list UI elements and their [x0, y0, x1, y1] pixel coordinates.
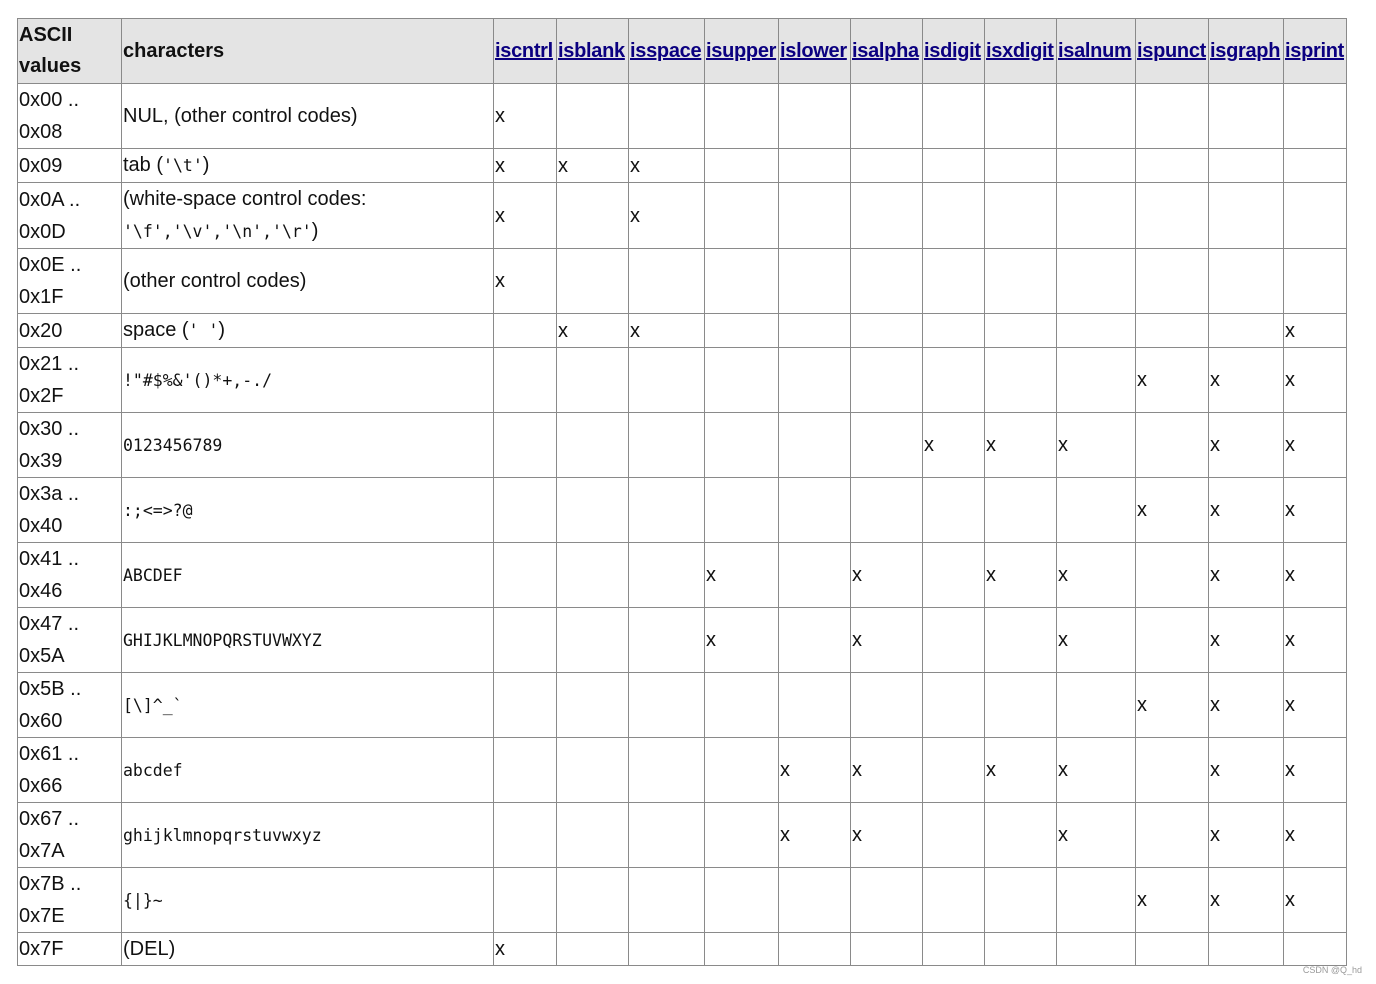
header-isprint	[1284, 19, 1347, 84]
mark-cell-islower	[779, 314, 851, 348]
mark-cell-isupper	[705, 348, 779, 413]
mark-cell-isalpha: x	[851, 738, 923, 803]
mark-cell-isupper	[705, 868, 779, 933]
watermark: CSDN @Q_hd	[1302, 965, 1362, 975]
mark-cell-isupper	[705, 803, 779, 868]
mark-cell-isgraph: x	[1209, 803, 1284, 868]
characters-text: GHIJKLMNOPQRSTUVWXYZ	[123, 630, 322, 650]
mark-cell-isgraph: x	[1209, 738, 1284, 803]
mark-cell-iscntrl	[494, 413, 557, 478]
mark-cell-iscntrl	[494, 803, 557, 868]
mark-cell-isxdigit	[985, 149, 1057, 183]
mark-cell-isxdigit	[985, 803, 1057, 868]
mark-cell-iscntrl	[494, 478, 557, 543]
mark-cell-isgraph	[1209, 314, 1284, 348]
mark-cell-isgraph: x	[1209, 673, 1284, 738]
mark-cell-isprint	[1284, 84, 1347, 149]
header-row	[18, 19, 1347, 84]
mark-cell-isprint	[1284, 249, 1347, 314]
mark-cell-isalpha	[851, 314, 923, 348]
mark-cell-isspace	[629, 478, 705, 543]
mark-cell-isalnum: x	[1057, 738, 1136, 803]
mark-cell-isblank: x	[557, 314, 629, 348]
mark-cell-isxdigit	[985, 314, 1057, 348]
mark-cell-isprint: x	[1284, 608, 1347, 673]
mark-cell-isdigit	[923, 738, 985, 803]
link-islower[interactable]: islower	[780, 39, 847, 62]
mark-cell-isblank	[557, 608, 629, 673]
mark-cell-isspace	[629, 738, 705, 803]
mark-cell-isprint: x	[1284, 543, 1347, 608]
mark-cell-isdigit	[923, 803, 985, 868]
header-isalnum	[1057, 19, 1136, 84]
characters-cell	[122, 249, 494, 314]
ascii-value-cell: 0x7F	[18, 933, 122, 966]
table-row	[18, 413, 1347, 478]
mark-cell-isalnum	[1057, 868, 1136, 933]
mark-cell-isalpha: x	[851, 543, 923, 608]
mark-cell-isupper	[705, 84, 779, 149]
mark-cell-isalnum	[1057, 149, 1136, 183]
mark-cell-isspace	[629, 673, 705, 738]
mark-cell-isblank	[557, 673, 629, 738]
mark-cell-islower	[779, 868, 851, 933]
characters-cell	[122, 738, 494, 803]
mark-cell-iscntrl: x	[494, 183, 557, 249]
mark-cell-islower	[779, 84, 851, 149]
ascii-value-cell: 0x61 .. 0x66	[18, 738, 122, 803]
characters-text: ' '	[188, 321, 219, 340]
mark-cell-isxdigit	[985, 478, 1057, 543]
mark-cell-isalnum	[1057, 84, 1136, 149]
mark-cell-isalpha	[851, 673, 923, 738]
table-row	[18, 183, 1347, 249]
mark-cell-isspace	[629, 608, 705, 673]
mark-cell-isprint: x	[1284, 738, 1347, 803]
ascii-value-cell: 0x3a .. 0x40	[18, 478, 122, 543]
mark-cell-ispunct	[1136, 543, 1209, 608]
mark-cell-isalnum: x	[1057, 803, 1136, 868]
characters-cell	[122, 348, 494, 413]
mark-cell-isblank	[557, 249, 629, 314]
mark-cell-isblank	[557, 738, 629, 803]
characters-cell	[122, 608, 494, 673]
ascii-value-cell: 0x30 .. 0x39	[18, 413, 122, 478]
characters-cell	[122, 868, 494, 933]
mark-cell-islower	[779, 348, 851, 413]
mark-cell-ispunct	[1136, 84, 1209, 149]
characters-text: '\t'	[163, 156, 203, 175]
mark-cell-iscntrl	[494, 868, 557, 933]
header-isgraph	[1209, 19, 1284, 84]
link-iscntrl[interactable]: iscntrl	[495, 39, 553, 62]
characters-cell	[122, 803, 494, 868]
mark-cell-islower	[779, 149, 851, 183]
header-isupper	[705, 19, 779, 84]
mark-cell-isalnum	[1057, 183, 1136, 249]
mark-cell-isalpha	[851, 348, 923, 413]
mark-cell-isprint: x	[1284, 478, 1347, 543]
characters-text: NUL, (other control codes)	[123, 105, 358, 127]
mark-cell-isxdigit: x	[985, 543, 1057, 608]
link-isgraph[interactable]: isgraph	[1210, 39, 1281, 62]
mark-cell-isgraph: x	[1209, 348, 1284, 413]
mark-cell-isupper	[705, 149, 779, 183]
mark-cell-isblank	[557, 803, 629, 868]
link-isdigit[interactable]: isdigit	[924, 39, 981, 62]
mark-cell-isalpha	[851, 249, 923, 314]
table-row	[18, 738, 1347, 803]
characters-text: (other control codes)	[123, 270, 307, 292]
mark-cell-isalnum	[1057, 933, 1136, 966]
mark-cell-isprint: x	[1284, 314, 1347, 348]
mark-cell-ispunct	[1136, 149, 1209, 183]
mark-cell-isspace	[629, 249, 705, 314]
mark-cell-isdigit	[923, 314, 985, 348]
header-islower	[779, 19, 851, 84]
mark-cell-isgraph: x	[1209, 478, 1284, 543]
table-body	[18, 84, 1347, 966]
mark-cell-isblank	[557, 84, 629, 149]
mark-cell-isalpha: x	[851, 608, 923, 673]
mark-cell-islower	[779, 413, 851, 478]
mark-cell-isupper: x	[705, 608, 779, 673]
mark-cell-ispunct: x	[1136, 348, 1209, 413]
mark-cell-isalnum	[1057, 249, 1136, 314]
mark-cell-isupper	[705, 249, 779, 314]
characters-text: (white-space control codes:	[123, 188, 367, 210]
mark-cell-isdigit	[923, 608, 985, 673]
mark-cell-isxdigit	[985, 183, 1057, 249]
mark-cell-isalnum	[1057, 348, 1136, 413]
mark-cell-isxdigit	[985, 673, 1057, 738]
mark-cell-isalnum: x	[1057, 543, 1136, 608]
mark-cell-isupper	[705, 183, 779, 249]
table-row	[18, 868, 1347, 933]
mark-cell-isxdigit: x	[985, 738, 1057, 803]
mark-cell-islower: x	[779, 803, 851, 868]
mark-cell-islower	[779, 673, 851, 738]
characters-text: )	[218, 319, 226, 341]
table-row	[18, 673, 1347, 738]
characters-cell	[122, 84, 494, 149]
mark-cell-isdigit	[923, 673, 985, 738]
table-row	[18, 543, 1347, 608]
mark-cell-isgraph	[1209, 84, 1284, 149]
mark-cell-isspace	[629, 933, 705, 966]
mark-cell-isgraph	[1209, 149, 1284, 183]
mark-cell-isxdigit: x	[985, 413, 1057, 478]
ascii-value-cell: 0x7B .. 0x7E	[18, 868, 122, 933]
table-row	[18, 803, 1347, 868]
mark-cell-ispunct	[1136, 314, 1209, 348]
table-row	[18, 933, 1347, 966]
mark-cell-isxdigit	[985, 933, 1057, 966]
mark-cell-isupper: x	[705, 543, 779, 608]
characters-text: !"#$%&'()*+,-./	[123, 370, 273, 390]
mark-cell-iscntrl: x	[494, 149, 557, 183]
mark-cell-isalnum: x	[1057, 413, 1136, 478]
characters-cell	[122, 183, 494, 249]
mark-cell-isblank	[557, 868, 629, 933]
mark-cell-iscntrl: x	[494, 249, 557, 314]
characters-text: )	[202, 154, 210, 176]
mark-cell-isblank	[557, 183, 629, 249]
table-row	[18, 314, 1347, 348]
table-row	[18, 348, 1347, 413]
mark-cell-islower	[779, 249, 851, 314]
ascii-value-cell: 0x67 .. 0x7A	[18, 803, 122, 868]
mark-cell-isprint: x	[1284, 348, 1347, 413]
mark-cell-isalpha	[851, 868, 923, 933]
table-row	[18, 478, 1347, 543]
characters-cell	[122, 673, 494, 738]
mark-cell-ispunct	[1136, 413, 1209, 478]
link-ispunct[interactable]: ispunct	[1137, 39, 1207, 62]
mark-cell-isspace	[629, 868, 705, 933]
mark-cell-isprint	[1284, 183, 1347, 249]
mark-cell-isalpha	[851, 478, 923, 543]
mark-cell-iscntrl	[494, 673, 557, 738]
header-isblank	[557, 19, 629, 84]
mark-cell-isdigit	[923, 933, 985, 966]
mark-cell-isprint: x	[1284, 868, 1347, 933]
mark-cell-isalpha	[851, 933, 923, 966]
mark-cell-isblank	[557, 413, 629, 478]
mark-cell-islower: x	[779, 738, 851, 803]
mark-cell-iscntrl	[494, 348, 557, 413]
mark-cell-isalpha	[851, 183, 923, 249]
header-isalpha	[851, 19, 923, 84]
header-iscntrl	[494, 19, 557, 84]
characters-text: space (	[123, 319, 189, 341]
mark-cell-isspace	[629, 543, 705, 608]
mark-cell-isdigit	[923, 478, 985, 543]
mark-cell-ispunct	[1136, 933, 1209, 966]
link-isspace[interactable]: isspace	[630, 39, 702, 62]
mark-cell-ispunct	[1136, 803, 1209, 868]
mark-cell-isgraph: x	[1209, 413, 1284, 478]
mark-cell-isblank	[557, 348, 629, 413]
characters-cell	[122, 149, 494, 183]
mark-cell-islower	[779, 183, 851, 249]
mark-cell-isblank	[557, 543, 629, 608]
mark-cell-isdigit	[923, 249, 985, 314]
header-isspace	[629, 19, 705, 84]
header-isdigit	[923, 19, 985, 84]
mark-cell-isspace: x	[629, 149, 705, 183]
characters-cell	[122, 314, 494, 348]
mark-cell-ispunct: x	[1136, 673, 1209, 738]
mark-cell-iscntrl	[494, 738, 557, 803]
ascii-value-cell: 0x20	[18, 314, 122, 348]
mark-cell-islower	[779, 608, 851, 673]
mark-cell-isxdigit	[985, 868, 1057, 933]
mark-cell-isdigit	[923, 84, 985, 149]
mark-cell-isdigit	[923, 183, 985, 249]
mark-cell-isalnum	[1057, 673, 1136, 738]
ctype-classification-table	[17, 18, 1347, 966]
mark-cell-islower	[779, 478, 851, 543]
mark-cell-isalnum	[1057, 478, 1136, 543]
mark-cell-isxdigit	[985, 608, 1057, 673]
mark-cell-isalpha	[851, 84, 923, 149]
header-isxdigit	[985, 19, 1057, 84]
mark-cell-isupper	[705, 738, 779, 803]
characters-text: ghijklmnopqrstuvwxyz	[123, 825, 322, 845]
header-characters: characters	[122, 19, 494, 84]
characters-cell	[122, 413, 494, 478]
ascii-value-cell: 0x09	[18, 149, 122, 183]
mark-cell-iscntrl: x	[494, 84, 557, 149]
mark-cell-isspace: x	[629, 314, 705, 348]
mark-cell-isupper	[705, 673, 779, 738]
mark-cell-ispunct	[1136, 738, 1209, 803]
mark-cell-iscntrl	[494, 314, 557, 348]
mark-cell-ispunct	[1136, 183, 1209, 249]
characters-text: '\f','\v','\n','\r'	[123, 222, 312, 241]
characters-text: {|}~	[123, 890, 163, 910]
mark-cell-isdigit: x	[923, 413, 985, 478]
characters-text: )	[311, 220, 319, 242]
ascii-value-cell: 0x0A .. 0x0D	[18, 183, 122, 249]
table-row	[18, 608, 1347, 673]
mark-cell-isdigit	[923, 868, 985, 933]
mark-cell-isalpha: x	[851, 803, 923, 868]
characters-text: (DEL)	[123, 938, 176, 960]
link-isprint[interactable]: isprint	[1285, 39, 1345, 62]
characters-text: tab (	[123, 154, 164, 176]
mark-cell-isupper	[705, 314, 779, 348]
link-isupper[interactable]: isupper	[706, 39, 777, 62]
characters-text: abcdef	[123, 760, 183, 780]
mark-cell-iscntrl	[494, 608, 557, 673]
mark-cell-isprint	[1284, 933, 1347, 966]
characters-text: :;<=>?@	[123, 500, 193, 520]
link-isalnum[interactable]: isalnum	[1058, 39, 1132, 62]
link-isblank[interactable]: isblank	[558, 39, 625, 62]
mark-cell-isgraph: x	[1209, 543, 1284, 608]
mark-cell-islower	[779, 933, 851, 966]
mark-cell-isdigit	[923, 543, 985, 608]
ascii-value-cell: 0x47 .. 0x5A	[18, 608, 122, 673]
characters-text: 0123456789	[123, 435, 223, 455]
mark-cell-isspace	[629, 348, 705, 413]
mark-cell-isspace: x	[629, 183, 705, 249]
characters-cell	[122, 478, 494, 543]
mark-cell-ispunct	[1136, 608, 1209, 673]
mark-cell-isupper	[705, 933, 779, 966]
mark-cell-isgraph: x	[1209, 868, 1284, 933]
characters-cell	[122, 933, 494, 966]
mark-cell-isdigit	[923, 149, 985, 183]
mark-cell-isxdigit	[985, 249, 1057, 314]
header-ascii-values: ASCII values	[18, 19, 122, 84]
mark-cell-isblank	[557, 933, 629, 966]
mark-cell-isprint	[1284, 149, 1347, 183]
mark-cell-isupper	[705, 478, 779, 543]
header-ispunct	[1136, 19, 1209, 84]
link-isxdigit[interactable]: isxdigit	[986, 39, 1054, 62]
mark-cell-iscntrl: x	[494, 933, 557, 966]
table-row	[18, 149, 1347, 183]
mark-cell-isdigit	[923, 348, 985, 413]
mark-cell-isprint: x	[1284, 803, 1347, 868]
ascii-value-cell: 0x00 .. 0x08	[18, 84, 122, 149]
mark-cell-isprint: x	[1284, 413, 1347, 478]
mark-cell-isxdigit	[985, 348, 1057, 413]
ascii-value-cell: 0x41 .. 0x46	[18, 543, 122, 608]
mark-cell-iscntrl	[494, 543, 557, 608]
mark-cell-isblank: x	[557, 149, 629, 183]
characters-text: ABCDEF	[123, 565, 183, 585]
mark-cell-isalnum: x	[1057, 608, 1136, 673]
mark-cell-isalpha	[851, 413, 923, 478]
ascii-value-cell: 0x5B .. 0x60	[18, 673, 122, 738]
link-isalpha[interactable]: isalpha	[852, 39, 919, 62]
mark-cell-isspace	[629, 84, 705, 149]
mark-cell-isprint: x	[1284, 673, 1347, 738]
mark-cell-islower	[779, 543, 851, 608]
characters-text: [\]^_`	[123, 695, 183, 715]
mark-cell-isgraph	[1209, 249, 1284, 314]
mark-cell-isupper	[705, 413, 779, 478]
ascii-value-cell: 0x0E .. 0x1F	[18, 249, 122, 314]
characters-cell	[122, 543, 494, 608]
mark-cell-ispunct: x	[1136, 478, 1209, 543]
table-row	[18, 249, 1347, 314]
mark-cell-isblank	[557, 478, 629, 543]
table-row	[18, 84, 1347, 149]
mark-cell-ispunct	[1136, 249, 1209, 314]
mark-cell-isspace	[629, 803, 705, 868]
mark-cell-isxdigit	[985, 84, 1057, 149]
mark-cell-isgraph	[1209, 183, 1284, 249]
mark-cell-isalnum	[1057, 314, 1136, 348]
mark-cell-isspace	[629, 413, 705, 478]
mark-cell-isgraph: x	[1209, 608, 1284, 673]
mark-cell-isgraph	[1209, 933, 1284, 966]
ascii-value-cell: 0x21 .. 0x2F	[18, 348, 122, 413]
mark-cell-ispunct: x	[1136, 868, 1209, 933]
mark-cell-isalpha	[851, 149, 923, 183]
